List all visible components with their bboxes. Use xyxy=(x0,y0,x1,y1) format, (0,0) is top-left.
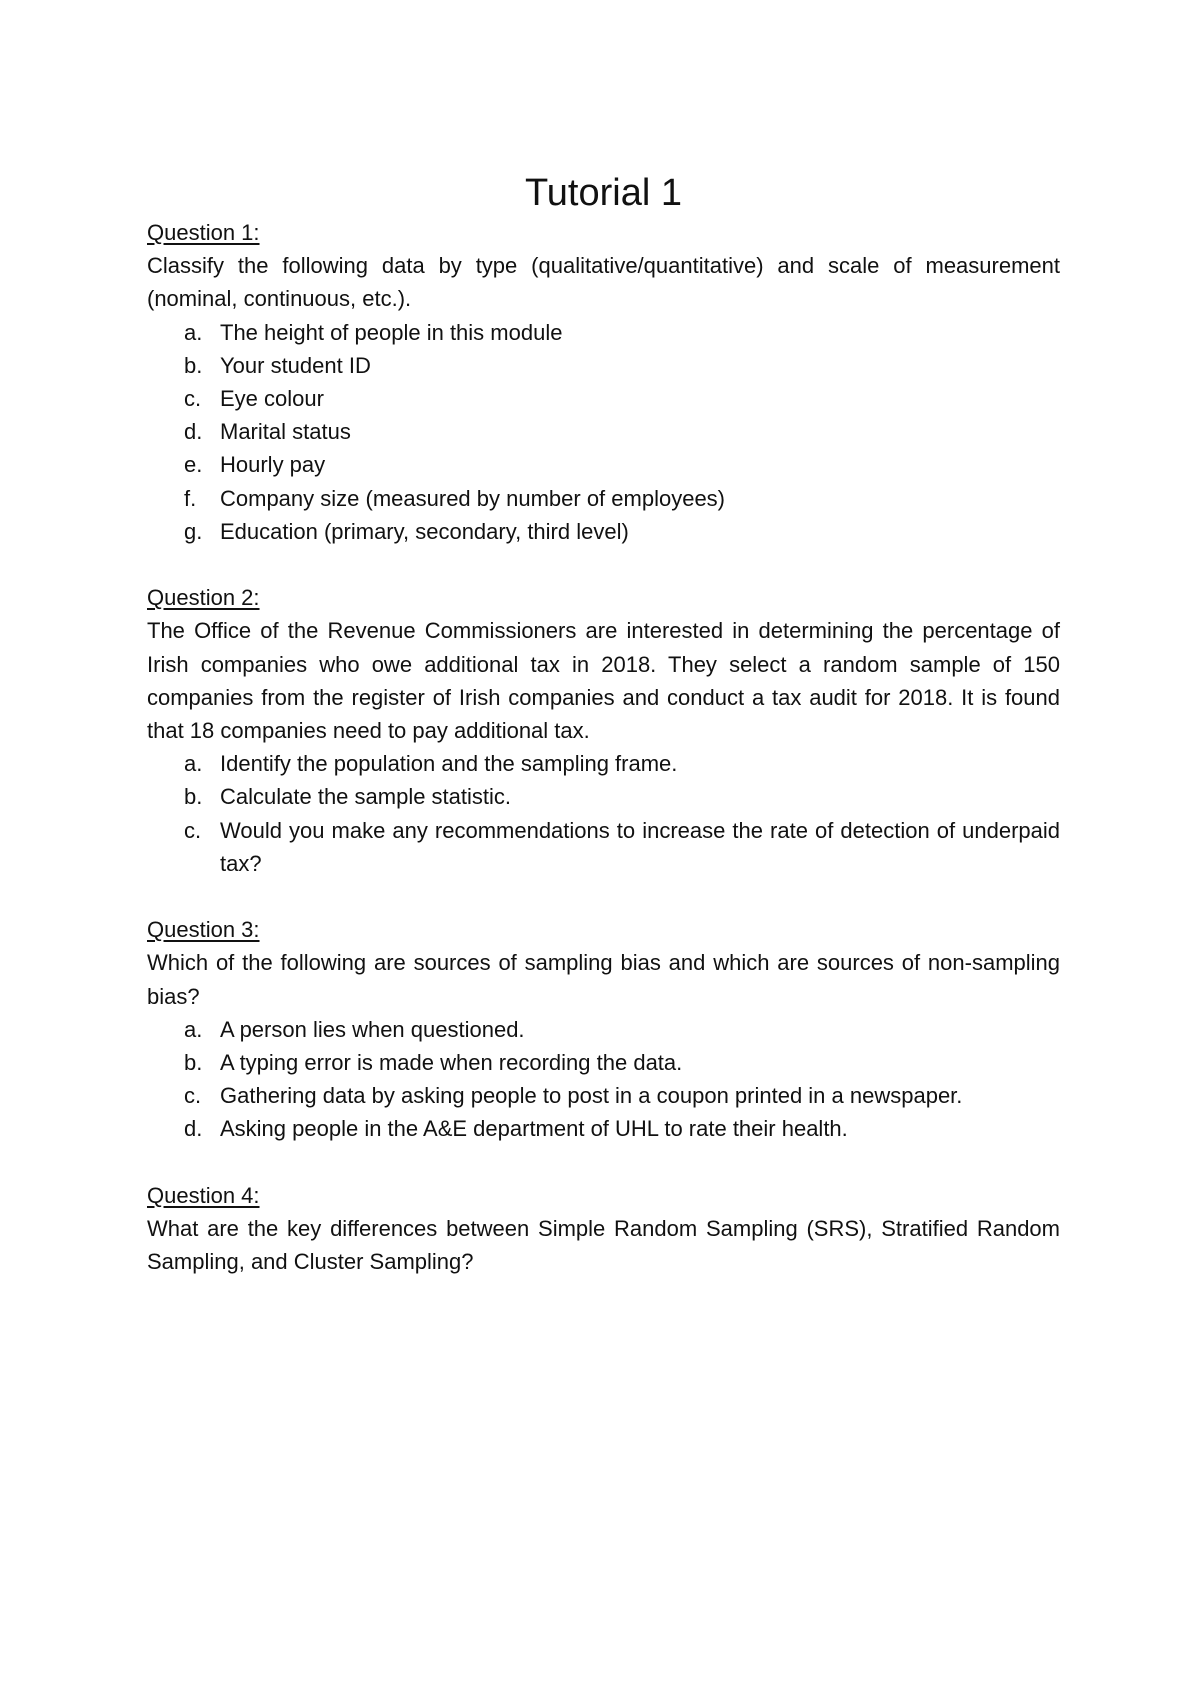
list-item xyxy=(147,780,1060,813)
item-marker: e. xyxy=(184,452,203,478)
list-item xyxy=(147,1013,1060,1046)
question-text: The Office of the Revenue Commissioners are interested in determining the percentage of Irish companies who owe additional tax in 2018. They select a random sample of 150 companies from the register of Irish companies and conduct a tax audit for 2018. It is found that 18 companies need to pay additional tax. xyxy=(147,618,1060,744)
question-3 xyxy=(147,913,1060,1145)
item-marker: a. xyxy=(184,751,203,777)
item-marker: c. xyxy=(184,1083,202,1109)
document-page xyxy=(147,170,1060,1278)
item-marker: c. xyxy=(184,386,202,412)
item-marker: a. xyxy=(184,1016,203,1042)
item-text: Hourly pay xyxy=(220,452,326,478)
list-item xyxy=(147,747,1060,780)
question-4 xyxy=(147,1179,1060,1279)
question-items xyxy=(147,747,1060,880)
question-heading: Question 3: xyxy=(147,917,260,943)
item-marker: d. xyxy=(184,1116,203,1142)
item-text: A typing error is made when recording the data. xyxy=(220,1050,683,1076)
list-item xyxy=(147,382,1060,415)
list-item xyxy=(147,1046,1060,1079)
item-text: Marital status xyxy=(220,419,351,445)
question-text: Which of the following are sources of sampling bias and which are sources of non-sampling bias? xyxy=(147,950,1060,1009)
question-1 xyxy=(147,216,1060,548)
list-item xyxy=(147,415,1060,448)
question-heading: Question 2: xyxy=(147,585,260,611)
question-2 xyxy=(147,581,1060,880)
list-item xyxy=(147,1112,1060,1145)
item-marker: c. xyxy=(184,817,202,843)
list-item xyxy=(147,814,1060,880)
item-text: Eye colour xyxy=(220,386,324,412)
item-marker: b. xyxy=(184,784,203,810)
list-item xyxy=(147,482,1060,515)
question-text: What are the key differences between Simple Random Sampling (SRS), Stratified Random Sampling, and Cluster Sampling? xyxy=(147,1216,1060,1275)
item-marker: g. xyxy=(184,518,203,544)
list-item xyxy=(147,448,1060,481)
question-heading: Question 4: xyxy=(147,1182,260,1208)
item-text: Calculate the sample statistic. xyxy=(220,784,512,810)
question-heading: Question 1: xyxy=(147,220,260,245)
item-text: Asking people in the A&E department of UHL to rate their health. xyxy=(220,1116,848,1142)
item-marker: b. xyxy=(184,352,203,378)
item-marker: d. xyxy=(184,419,203,445)
item-text: Gathering data by asking people to post in a coupon printed in a newspaper. xyxy=(220,1083,963,1109)
item-marker: b. xyxy=(184,1050,203,1076)
question-items xyxy=(147,1013,1060,1146)
list-item xyxy=(147,1079,1060,1112)
question-items xyxy=(147,316,1060,548)
list-item xyxy=(147,515,1060,548)
list-item xyxy=(147,316,1060,349)
question-text: Classify the following data by type (qualitative/quantitative) and scale of measurement (nominal, continuous, etc.). xyxy=(147,253,1060,312)
list-item xyxy=(147,349,1060,382)
item-text: The height of people in this module xyxy=(220,319,563,345)
item-text: Would you make any recommendations to increase the rate of detection of underpaid tax? xyxy=(220,817,1060,876)
document-title: Tutorial 1 xyxy=(525,172,682,214)
item-text: Identify the population and the sampling frame. xyxy=(220,751,678,777)
item-text: Education (primary, secondary, third level) xyxy=(220,518,629,544)
item-text: Company size (measured by number of employees) xyxy=(220,485,726,511)
item-text: A person lies when questioned. xyxy=(220,1016,525,1042)
item-marker: a. xyxy=(184,319,203,345)
item-text: Your student ID xyxy=(220,352,371,378)
item-marker: f. xyxy=(184,485,197,511)
